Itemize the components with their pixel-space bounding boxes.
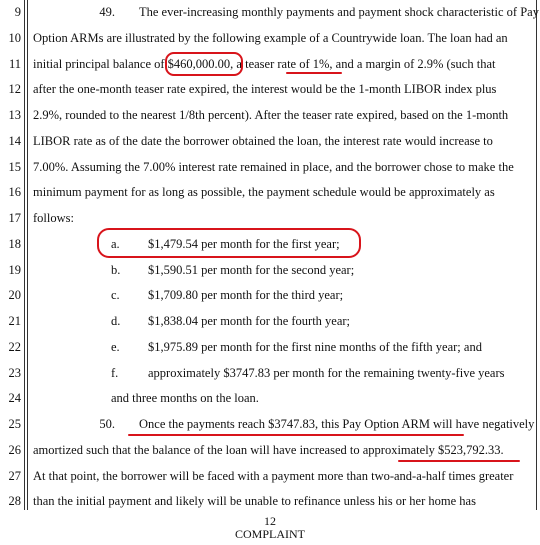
paragraph-49-line: follows: [33, 211, 74, 225]
schedule-item-letter: c. [111, 288, 120, 302]
schedule-item-letter: a. [111, 237, 120, 251]
line-number: 10 [8, 31, 21, 45]
paragraph-49-line: Option ARMs are illustrated by the following example of a Countrywide loan. The loan had an [33, 31, 508, 45]
line-number: 15 [8, 160, 21, 174]
line-number: 14 [8, 134, 21, 148]
line-number: 27 [8, 469, 21, 483]
paragraph-49-line: minimum payment for as long as possible, the payment schedule would be approximately as [33, 185, 495, 199]
schedule-item-text: approximately $3747.83 per month for the remaining twenty-five years [148, 366, 505, 380]
right-margin-rule [536, 0, 537, 510]
paragraph-49-line: 2.9%, rounded to the nearest 1/8th percent). After the teaser rate expired, based on the 1-month [33, 108, 509, 122]
line-number: 20 [8, 288, 21, 302]
line-number: 19 [8, 263, 21, 277]
line-number: 22 [8, 340, 21, 354]
schedule-item-letter: d. [111, 314, 121, 328]
line-number: 16 [8, 185, 21, 199]
schedule-item-letter: b. [111, 263, 121, 277]
line-number: 26 [8, 443, 21, 457]
loan-balance-underline [398, 460, 520, 462]
line-number: 24 [8, 391, 21, 405]
line-number: 21 [8, 314, 21, 328]
schedule-item-letter: f. [111, 366, 119, 380]
schedule-item-text: $1,975.89 per month for the first nine months of the fifth year; and [148, 340, 482, 354]
paragraph-text: Once the payments reach $3747.83, this Pay Option ARM will have negatively [139, 417, 535, 431]
line-number: 17 [8, 211, 21, 225]
document-title: COMPLAINT [234, 527, 305, 541]
teaser-rate-underline [286, 72, 342, 74]
paragraph-text: The ever-increasing monthly payments and payment shock characteristic of Pay [139, 5, 539, 19]
paragraph-49-line: 7.00%. Assuming the 7.00% interest rate remained in place, and the borrower chose to make the [33, 160, 514, 174]
paragraph-50-line: At that point, the borrower will be faced with a payment more than two-and-a-half times greater [33, 469, 514, 483]
paragraph-49-line: initial principal balance of $460,000.00, a teaser rate of 1%, and a margin of 2.9% (such that [33, 57, 496, 71]
left-margin-rule-outer [24, 0, 25, 510]
paragraph-49-line: LIBOR rate as of the date the borrower obtained the loan, the interest rate would increase to [33, 134, 493, 148]
page-number: 12 [264, 514, 276, 528]
schedule-item-text: $1,590.51 per month for the second year; [148, 263, 355, 277]
paragraph-49-line: after the one-month teaser rate expired, the interest would be the 1-month LIBOR index plus [33, 82, 497, 96]
schedule-item-text: $1,838.04 per month for the fourth year; [148, 314, 351, 328]
paragraph-49-first-line [33, 5, 539, 19]
schedule-item-text: $1,709.80 per month for the third year; [148, 288, 344, 302]
line-number: 25 [8, 417, 21, 431]
paragraph-50-line: amortized such that the balance of the loan will have increased to approximately $523,792.33. [33, 443, 504, 457]
schedule-continuation: and three months on the loan. [111, 391, 259, 405]
left-margin-rule-inner [27, 0, 28, 510]
payment-reach-underline [128, 434, 464, 436]
line-number: 11 [8, 57, 21, 71]
line-number: 9 [14, 5, 21, 19]
paragraph-number: 49. [99, 5, 115, 19]
line-number: 13 [8, 108, 21, 122]
line-number: 23 [8, 366, 21, 380]
line-number: 18 [8, 237, 21, 251]
schedule-item-text: $1,479.54 per month for the first year; [148, 237, 340, 251]
line-number: 28 [8, 494, 21, 508]
schedule-item-letter: e. [111, 340, 120, 354]
paragraph-50-line: than the initial payment and likely will be unable to refinance unless his or her home has [33, 494, 476, 508]
paragraph-number: 50. [99, 417, 115, 431]
paragraph-50-first-line [33, 417, 533, 431]
line-number: 12 [8, 82, 21, 96]
